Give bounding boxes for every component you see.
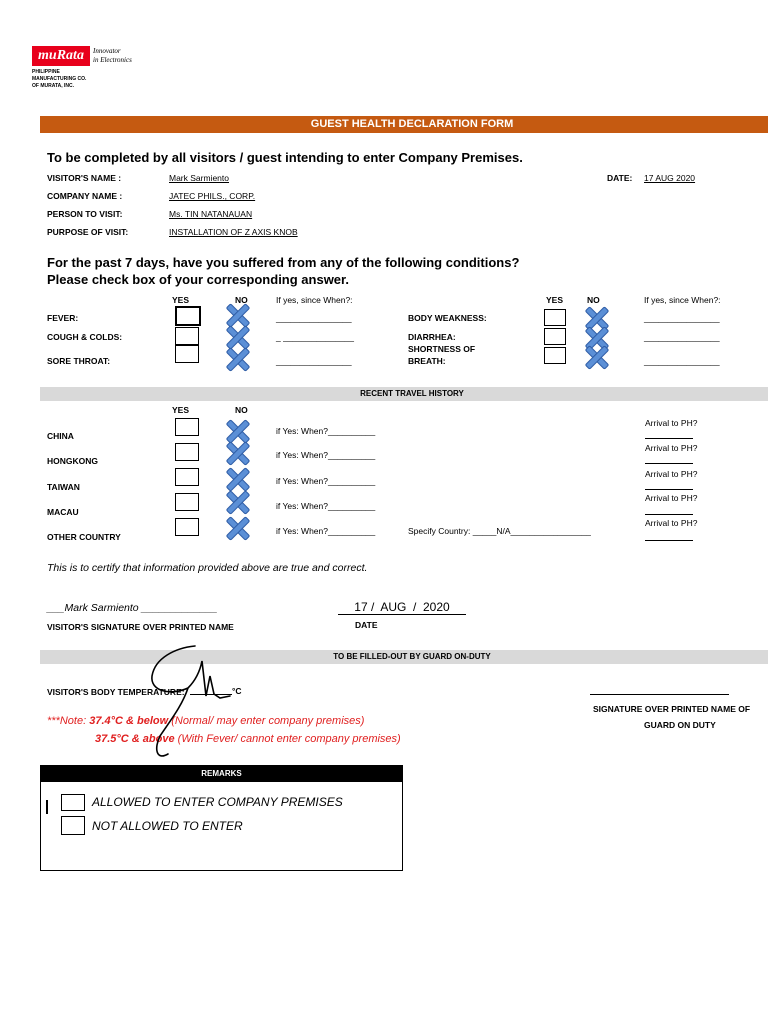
condition-label: DIARRHEA: bbox=[408, 332, 456, 342]
no-header-right: NO bbox=[587, 295, 600, 305]
yes-checkbox[interactable] bbox=[544, 347, 566, 364]
visitor-name-value: Mark Sarmiento bbox=[169, 173, 229, 183]
certify-text: This is to certify that information provided above are true and correct. bbox=[47, 562, 368, 574]
company-logo bbox=[30, 44, 135, 96]
remarks-cursor bbox=[46, 800, 48, 814]
arrival-line[interactable] bbox=[645, 438, 693, 439]
arrival-line[interactable] bbox=[645, 463, 693, 464]
note2-temp: 37.5°C & above bbox=[95, 733, 175, 745]
allowed-label: ALLOWED TO ENTER COMPANY PREMISES bbox=[92, 795, 343, 809]
visitor-printed-name[interactable]: ___Mark Sarmiento _____________ bbox=[47, 602, 218, 614]
logo-tagline-2: in Electronics bbox=[93, 56, 132, 64]
not-allowed-checkbox[interactable] bbox=[61, 816, 85, 835]
travel-country-label: MACAU bbox=[47, 507, 79, 517]
logo-company-2: MANUFACTURING CO. bbox=[32, 76, 87, 82]
remarks-box bbox=[40, 765, 403, 871]
arrival-label: Arrival to PH? bbox=[645, 443, 698, 453]
arrival-label: Arrival to PH? bbox=[645, 418, 698, 428]
specify-country-field[interactable]: Specify Country: _____N/A_________________ bbox=[408, 526, 591, 536]
logo-badge: muRata bbox=[32, 46, 90, 66]
travel-when-field[interactable]: if Yes: When?__________ bbox=[276, 526, 376, 536]
guard-signature-label-1: SIGNATURE OVER PRINTED NAME OF bbox=[593, 704, 751, 714]
date-value: 17 AUG 2020 bbox=[644, 173, 696, 183]
question-line-2: Please check box of your corresponding answer. bbox=[47, 272, 349, 287]
arrival-label: Arrival to PH? bbox=[645, 469, 698, 479]
yes-header-right: YES bbox=[546, 295, 564, 305]
logo-company-3: OF MURATA, INC. bbox=[32, 83, 75, 89]
arrival-label: Arrival to PH? bbox=[645, 518, 698, 528]
signature-date-value[interactable]: 17 / AUG / 2020 bbox=[338, 600, 466, 615]
travel-yes-checkbox[interactable] bbox=[175, 493, 199, 511]
condition-label: COUGH & COLDS: bbox=[47, 332, 123, 342]
yes-checkbox[interactable] bbox=[544, 328, 566, 345]
condition-label: FEVER: bbox=[47, 313, 79, 323]
travel-no-checked-x-icon[interactable] bbox=[226, 516, 248, 538]
travel-yes-checkbox[interactable] bbox=[175, 443, 199, 461]
note2-text: (With Fever/ cannot enter company premises) bbox=[177, 733, 401, 745]
condition-label: SORE THROAT: bbox=[47, 356, 111, 366]
travel-country-label: CHINA bbox=[47, 431, 74, 441]
note1-temp: 37.4°C & below bbox=[89, 715, 169, 727]
condition-label: BODY WEAKNESS: bbox=[408, 313, 487, 323]
travel-when-field[interactable]: if Yes: When?__________ bbox=[276, 476, 376, 486]
no-checked-x-icon[interactable] bbox=[226, 347, 248, 369]
travel-when-field[interactable]: if Yes: When?__________ bbox=[276, 450, 376, 460]
form-title-band: GUEST HEALTH DECLARATION FORM bbox=[40, 116, 768, 133]
travel-no-checked-x-icon[interactable] bbox=[226, 441, 248, 463]
since-header-right: If yes, since When?: bbox=[644, 295, 721, 305]
logo-company-1: PHILIPPINE bbox=[32, 69, 60, 75]
arrival-label: Arrival to PH? bbox=[645, 493, 698, 503]
travel-history-band: RECENT TRAVEL HISTORY bbox=[40, 387, 768, 401]
travel-yes-checkbox[interactable] bbox=[175, 468, 199, 486]
since-field[interactable]: ________________ bbox=[644, 332, 720, 342]
not-allowed-label: NOT ALLOWED TO ENTER bbox=[92, 819, 243, 833]
travel-when-field[interactable]: if Yes: When?__________ bbox=[276, 426, 376, 436]
yes-checkbox[interactable] bbox=[175, 345, 199, 363]
travel-no-checked-x-icon[interactable] bbox=[226, 467, 248, 489]
arrival-line[interactable] bbox=[645, 514, 693, 515]
travel-country-label: OTHER COUNTRY bbox=[47, 532, 121, 542]
travel-yes-checkbox[interactable] bbox=[175, 518, 199, 536]
company-name-value: JATEC PHILS., CORP. bbox=[169, 191, 256, 201]
visitor-signature-label: VISITOR'S SIGNATURE OVER PRINTED NAME bbox=[47, 622, 234, 632]
signature-date-label: DATE bbox=[355, 620, 378, 630]
visitor-name-label: VISITOR'S NAME : bbox=[47, 173, 122, 183]
allowed-checkbox[interactable] bbox=[61, 794, 85, 811]
guard-signature-label-2: GUARD ON DUTY bbox=[644, 720, 716, 730]
since-field[interactable]: ________________ bbox=[276, 356, 352, 366]
intro-text: To be completed by all visitors / guest intending to enter Company Premises. bbox=[47, 150, 523, 165]
yes-checkbox[interactable] bbox=[175, 306, 201, 326]
body-temperature-label: VISITOR'S BODY TEMPERATURE: bbox=[47, 687, 185, 697]
note1-text: (Normal/ may enter company premises) bbox=[171, 715, 365, 727]
travel-no-checked-x-icon[interactable] bbox=[226, 419, 248, 441]
purpose-value: INSTALLATION OF Z AXIS KNOB bbox=[169, 227, 298, 237]
travel-country-label: TAIWAN bbox=[47, 482, 80, 492]
since-field[interactable]: _ _______________ bbox=[276, 332, 354, 342]
since-field[interactable]: ________________ bbox=[644, 313, 720, 323]
travel-yes-header: YES bbox=[172, 405, 190, 415]
yes-checkbox[interactable] bbox=[175, 327, 199, 345]
travel-yes-checkbox[interactable] bbox=[175, 418, 199, 436]
yes-header-left: YES bbox=[172, 295, 190, 305]
no-checked-x-icon[interactable] bbox=[226, 303, 248, 325]
company-name-label: COMPANY NAME : bbox=[47, 191, 123, 201]
no-checked-x-icon[interactable] bbox=[585, 306, 607, 328]
travel-country-label: HONGKONG bbox=[47, 456, 98, 466]
arrival-line[interactable] bbox=[645, 540, 693, 541]
date-label: DATE: bbox=[607, 173, 633, 183]
handwritten-signature bbox=[140, 636, 240, 766]
travel-no-checked-x-icon[interactable] bbox=[226, 490, 248, 512]
since-field[interactable]: ________________ bbox=[276, 313, 352, 323]
guard-band: TO BE FILLED-OUT BY GUARD ON-DUTY bbox=[40, 650, 768, 664]
guard-signature-line[interactable] bbox=[590, 694, 729, 695]
remarks-header: REMARKS bbox=[41, 766, 402, 782]
condition-label: SHORTNESS OF BREATH: bbox=[408, 344, 476, 366]
since-field[interactable]: ________________ bbox=[644, 356, 720, 366]
purpose-label: PURPOSE OF VISIT: bbox=[47, 227, 129, 237]
no-header-left: NO bbox=[235, 295, 248, 305]
travel-no-header: NO bbox=[235, 405, 248, 415]
since-header-left: If yes, since When?: bbox=[276, 295, 353, 305]
note-prefix: ***Note: bbox=[47, 715, 87, 727]
arrival-line[interactable] bbox=[645, 489, 693, 490]
person-to-visit-label: PERSON TO VISIT: bbox=[47, 209, 123, 219]
question-line-1: For the past 7 days, have you suffered from any of the following conditions? bbox=[47, 255, 520, 270]
travel-when-field[interactable]: if Yes: When?__________ bbox=[276, 501, 376, 511]
no-checked-x-icon[interactable] bbox=[585, 345, 607, 367]
person-to-visit-value: Ms. TIN NATANAUAN bbox=[169, 209, 253, 219]
no-checked-x-icon[interactable] bbox=[226, 325, 248, 347]
yes-checkbox[interactable] bbox=[544, 309, 566, 326]
logo-tagline-1: Innovator bbox=[93, 47, 121, 55]
temperature-unit: °C bbox=[232, 686, 242, 696]
